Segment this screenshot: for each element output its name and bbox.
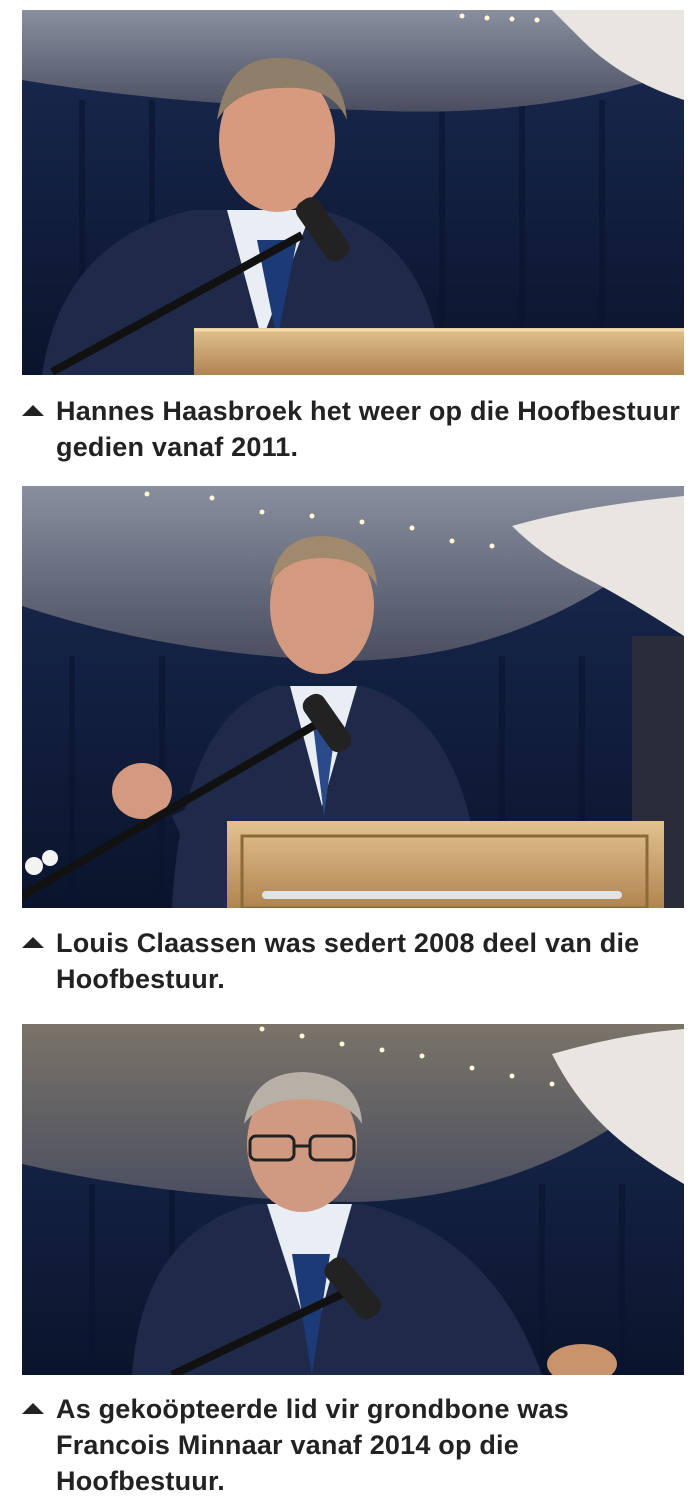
photo-francois-minnaar: [22, 1024, 684, 1375]
caption-text: As gekoöpteerde lid vir grondbone was Francois Minnaar vanaf 2014 op die Hoofbestuur.: [56, 1394, 569, 1496]
photo-hannes-haasbroek: [22, 10, 684, 375]
triangle-up-icon: [22, 937, 44, 948]
caption-text: Louis Claassen was sedert 2008 deel van die Hoofbestuur.: [56, 928, 640, 994]
triangle-up-icon: [22, 1403, 44, 1414]
photo-caption-1: [22, 393, 682, 465]
caption-text: Hannes Haasbroek het weer op die Hoofbestuur gedien vanaf 2011.: [56, 396, 680, 462]
photo-caption-3: [22, 1391, 682, 1499]
triangle-up-icon: [22, 405, 44, 416]
photo-caption-2: [22, 925, 682, 997]
photo-louis-claassen: [22, 486, 684, 908]
